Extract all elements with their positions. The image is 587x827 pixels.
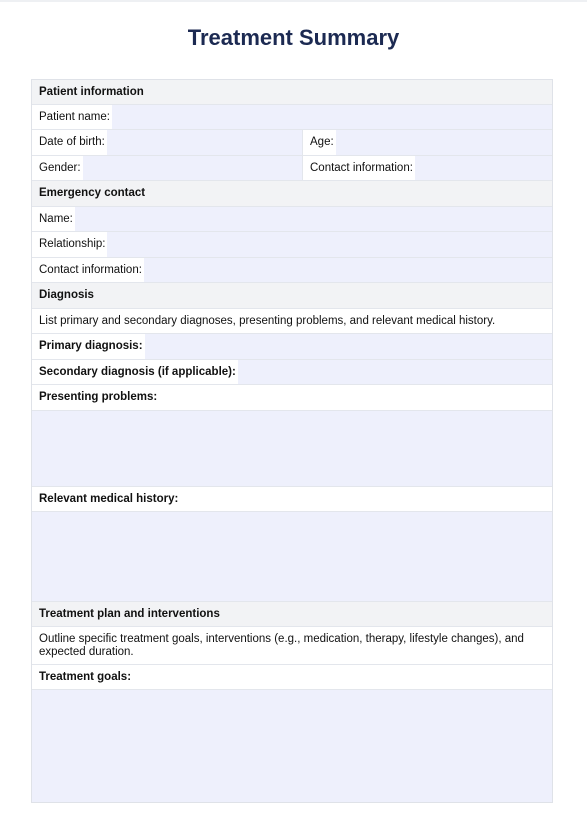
page-title: Treatment Summary xyxy=(187,25,400,50)
contact-information-label: Contact information: xyxy=(303,156,415,180)
section-treatment-plan xyxy=(32,602,552,627)
patient-name-row[interactable] xyxy=(32,105,552,130)
emergency-name-label: Name: xyxy=(32,207,75,231)
treatment-goals-row xyxy=(32,665,552,690)
emergency-contact-label: Contact information: xyxy=(32,258,144,282)
date-of-birth-label: Date of birth: xyxy=(32,130,107,155)
age-field[interactable] xyxy=(303,130,552,155)
diagnosis-instructions-row xyxy=(32,309,552,334)
section-heading: Diagnosis xyxy=(39,289,94,301)
treatment-goals-area[interactable] xyxy=(32,690,552,802)
secondary-diagnosis-row[interactable] xyxy=(32,360,552,385)
treatment-goals-label: Treatment goals: xyxy=(32,665,552,689)
emergency-name-row[interactable] xyxy=(32,207,552,232)
diagnosis-instructions: List primary and secondary diagnoses, presenting problems, and relevant medical history. xyxy=(32,309,552,333)
section-heading: Emergency contact xyxy=(39,187,146,199)
medical-history-row xyxy=(32,487,552,512)
emergency-contact-row[interactable] xyxy=(32,258,552,283)
section-patient-information xyxy=(32,80,552,105)
relationship-label: Relationship: xyxy=(32,232,107,257)
date-of-birth-field[interactable] xyxy=(32,130,303,155)
section-diagnosis xyxy=(32,283,552,309)
presenting-problems-label: Presenting problems: xyxy=(32,385,552,410)
section-heading: Treatment plan and interventions xyxy=(39,607,220,620)
plan-instructions-row xyxy=(32,627,552,665)
contact-information-field[interactable] xyxy=(303,156,552,180)
primary-diagnosis-row[interactable] xyxy=(32,334,552,360)
medical-history-label: Relevant medical history: xyxy=(32,487,552,511)
primary-diagnosis-label: Primary diagnosis: xyxy=(32,334,145,359)
age-label: Age: xyxy=(303,130,336,155)
gender-field[interactable] xyxy=(32,156,303,180)
secondary-diagnosis-label: Secondary diagnosis (if applicable): xyxy=(32,360,238,384)
top-divider xyxy=(0,0,587,2)
gender-contact-row xyxy=(32,156,552,181)
patient-name-label: Patient name: xyxy=(32,105,112,129)
plan-instructions: Outline specific treatment goals, interventions (e.g., medication, therapy, lifestyle changes), and expected duration. xyxy=(32,627,552,664)
medical-history-area[interactable] xyxy=(32,512,552,602)
gender-label: Gender: xyxy=(32,156,83,180)
dob-age-row xyxy=(32,130,552,156)
emergency-relationship-row[interactable] xyxy=(32,232,552,258)
presenting-problems-row xyxy=(32,385,552,411)
section-emergency-contact xyxy=(32,181,552,207)
presenting-problems-area[interactable] xyxy=(32,411,552,487)
section-heading: Patient information xyxy=(39,85,144,98)
treatment-summary-form xyxy=(31,79,553,803)
